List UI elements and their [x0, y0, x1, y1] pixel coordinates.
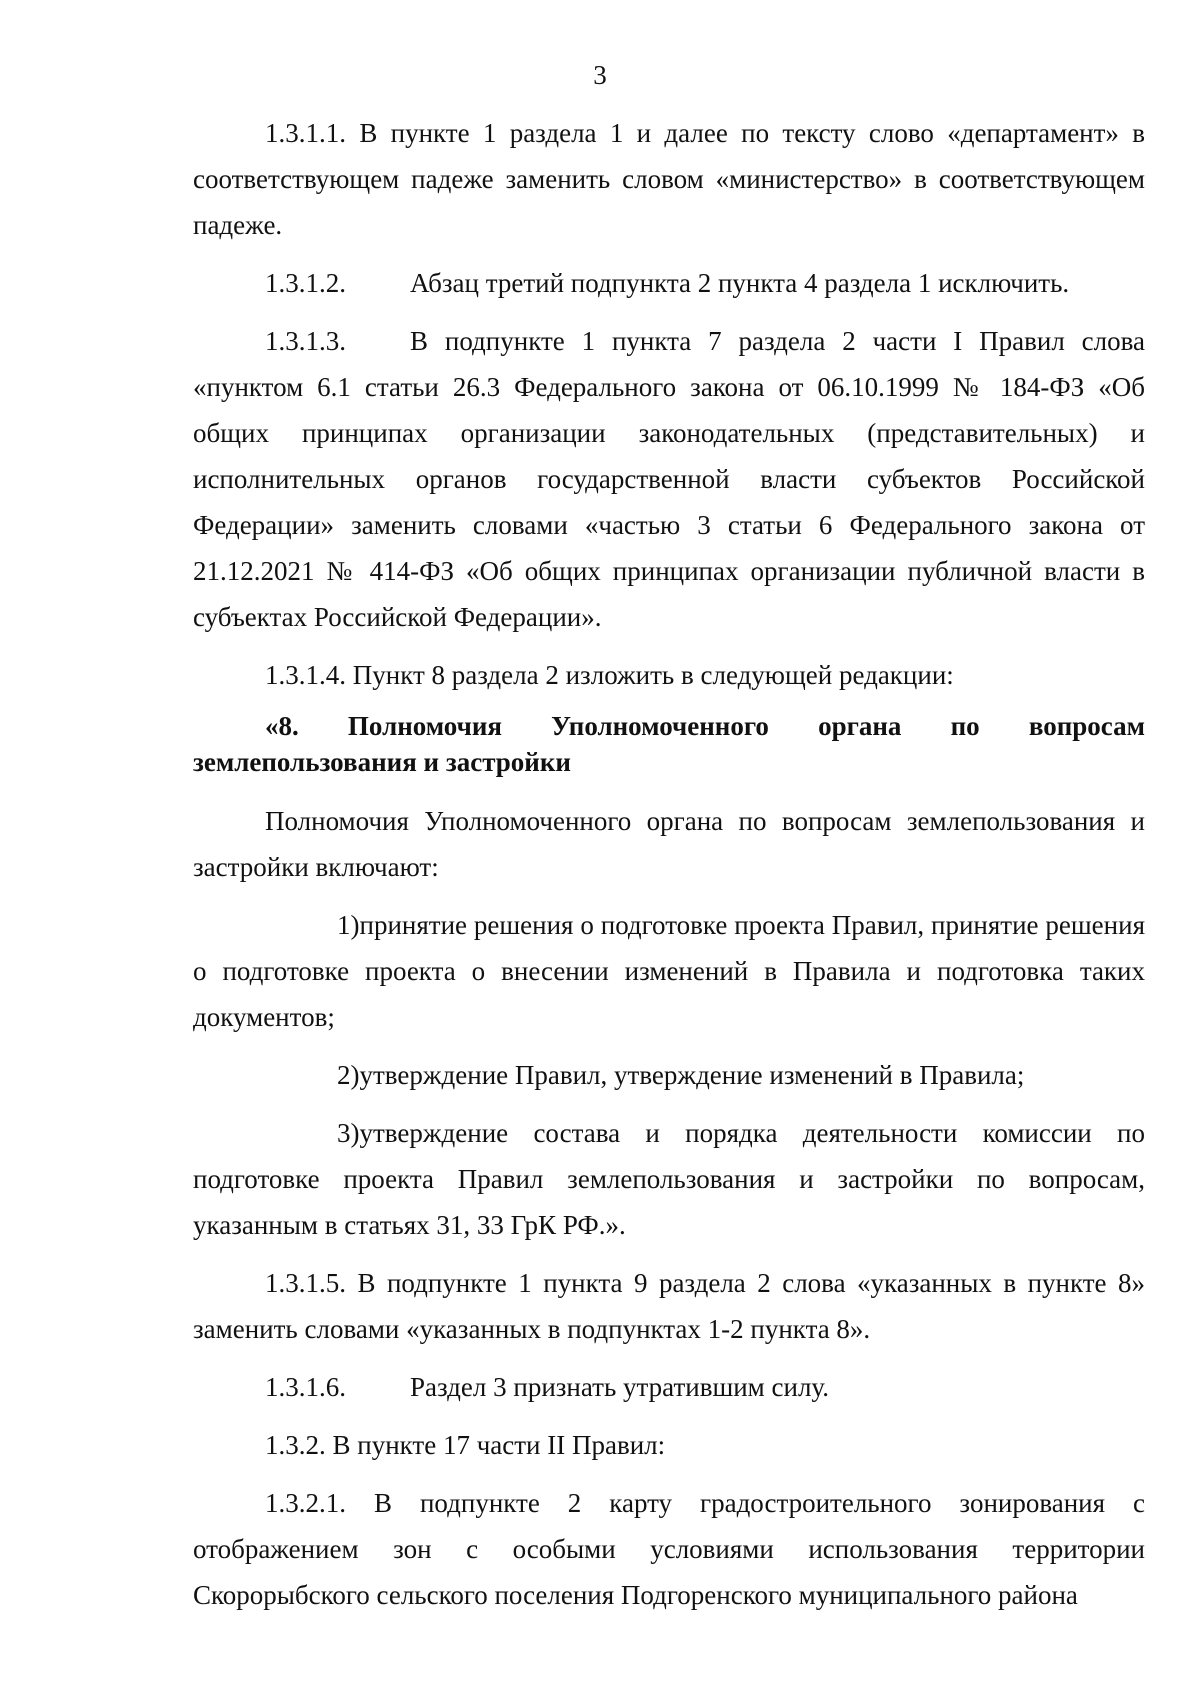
paragraph-1-3-1-1: 1.3.1.1. В пункте 1 раздела 1 и далее по тексту слово «департамент» в соответствующем падеже заменить словом «министерство» в соответствующем падеже.	[193, 118, 1145, 240]
paragraph-1-3-1-6	[193, 1364, 1145, 1410]
list-number: 3)	[337, 1118, 360, 1148]
list-number: 1)	[337, 910, 360, 940]
clause-number: 1.3.1.2.	[265, 268, 346, 298]
section-heading-block	[193, 708, 1145, 780]
paragraph-1-3-1-5: 1.3.1.5. В подпункте 1 пункта 9 раздела 2 слова «указанных в пункте 8» заменить словами «указанных в подпунктах 1-2 пункта 8».	[193, 1268, 1145, 1344]
clause-text: Раздел 3 признать утратившим силу.	[410, 1372, 829, 1402]
list-text: утверждение Правил, утверждение изменений в Правила;	[359, 1060, 1025, 1090]
powers-intro-paragraph: Полномочия Уполномоченного органа по вопросам землепользования и застройки включают:	[193, 806, 1145, 882]
paragraph-1-3-1-2	[193, 260, 1145, 306]
clause-number: 1.3.1.3.	[265, 326, 346, 356]
clause-text: В подпункте 1 пункта 7 раздела 2 части I Правил слова «пунктом 6.1 статьи 26.3 Федерального закона от 06.10.1999 № 184-ФЗ «Об общих принципах организации законодательных (представительных) и исполнительных органов государственной власти субъектов Российской Федерации» заменить словами «частью 3 статьи 6 Федерального закона от 21.12.2021 № 414-ФЗ «Об общих принципах организации публичной власти в субъектах Российской Федерации».	[193, 326, 1145, 632]
page-number: 3	[593, 60, 607, 90]
list-item-2	[193, 1052, 1145, 1098]
list-text: принятие решения о подготовке проекта Правил, принятие решения о подготовке проекта о внесении изменений в Правила и подготовка таких документов;	[193, 910, 1145, 1032]
paragraph-1-3-1-3	[193, 318, 1145, 640]
paragraph-1-3-1-4: 1.3.1.4. Пункт 8 раздела 2 изложить в следующей редакции:	[265, 660, 954, 690]
clause-number: 1.3.1.6.	[265, 1372, 346, 1402]
list-text: утверждение состава и порядка деятельности комиссии по подготовке проекта Правил землепользования и застройки по вопросам, указанным в статьях 31, 33 ГрК РФ.».	[193, 1118, 1145, 1240]
section-heading: «8. Полномочия Уполномоченного органа по вопросам землепользования и застройки	[193, 711, 1145, 777]
paragraph-1-3-2: 1.3.2. В пункте 17 части II Правил:	[265, 1430, 666, 1460]
clause-text: Абзац третий подпункта 2 пункта 4 раздела 1 исключить.	[410, 268, 1070, 298]
paragraph-1-3-2-1: 1.3.2.1. В подпункте 2 карту градостроительного зонирования с отображением зон с особыми условиями использования территории Скорорыбского сельского поселения Подгоренского муниципального района	[193, 1488, 1145, 1610]
document-body	[193, 110, 1145, 1618]
list-item-1	[193, 902, 1145, 1040]
list-number: 2)	[337, 1060, 360, 1090]
list-item-3	[193, 1110, 1145, 1248]
